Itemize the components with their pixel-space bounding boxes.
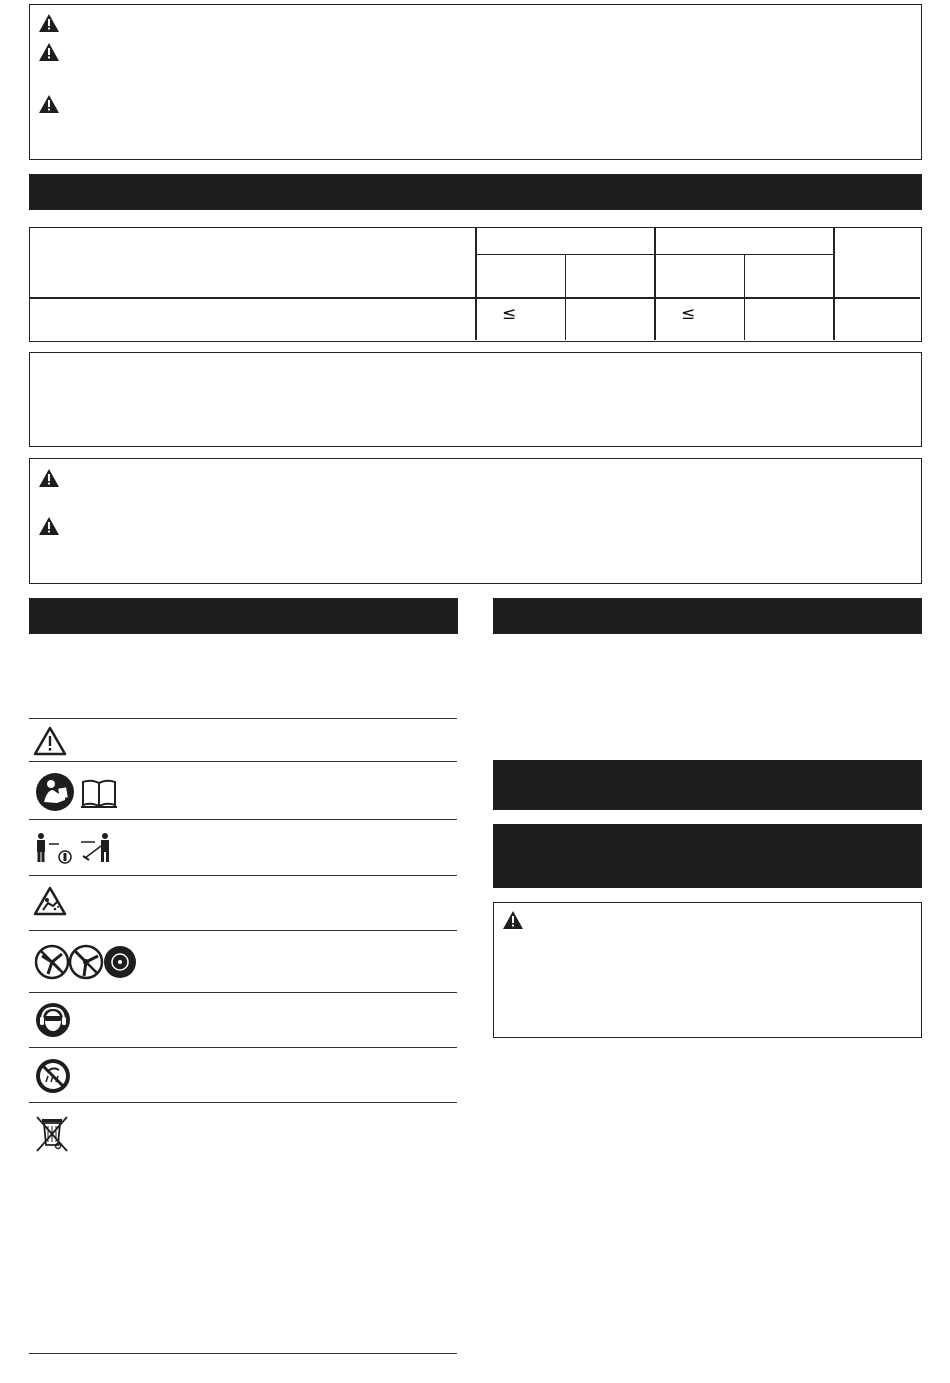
symbols-divider bbox=[29, 718, 457, 719]
blade-types-icon bbox=[34, 944, 138, 980]
less-equal-symbol: ≤ bbox=[502, 304, 517, 324]
warning-triangle-icon bbox=[38, 468, 60, 488]
spec-table bbox=[29, 227, 922, 342]
symbols-divider bbox=[29, 875, 457, 876]
top-warning-box bbox=[29, 4, 922, 160]
crossed-bin-icon bbox=[34, 1113, 70, 1153]
column-bottom-rule bbox=[29, 1353, 457, 1354]
warning-triangle-icon bbox=[38, 13, 60, 33]
right-warning-box bbox=[493, 902, 922, 1038]
warning-triangle-icon bbox=[38, 94, 60, 114]
section-header-bar bbox=[29, 174, 922, 210]
mid-warning-box bbox=[29, 458, 922, 584]
no-wet-conditions-icon bbox=[35, 1058, 71, 1094]
symbols-divider bbox=[29, 1102, 457, 1103]
caution-triangle-icon bbox=[33, 726, 67, 756]
symbols-divider bbox=[29, 1047, 457, 1048]
symbols-divider bbox=[29, 992, 457, 993]
read-manual-icon bbox=[35, 772, 121, 812]
keep-bystanders-away-icon bbox=[33, 832, 119, 866]
symbols-divider bbox=[29, 761, 457, 762]
right-section-header-bar bbox=[493, 598, 922, 634]
right-subsection-bar bbox=[493, 824, 922, 888]
warning-triangle-icon bbox=[38, 42, 60, 62]
less-equal-symbol: ≤ bbox=[681, 304, 696, 324]
left-section-header-bar bbox=[29, 598, 458, 634]
symbols-divider bbox=[29, 819, 457, 820]
note-box bbox=[29, 352, 922, 447]
thrown-objects-icon bbox=[33, 886, 67, 916]
eye-ear-protection-icon bbox=[35, 1002, 71, 1038]
warning-triangle-icon bbox=[38, 516, 60, 536]
symbols-divider bbox=[29, 930, 457, 931]
warning-triangle-icon bbox=[502, 910, 524, 930]
right-subsection-bar bbox=[493, 760, 922, 810]
